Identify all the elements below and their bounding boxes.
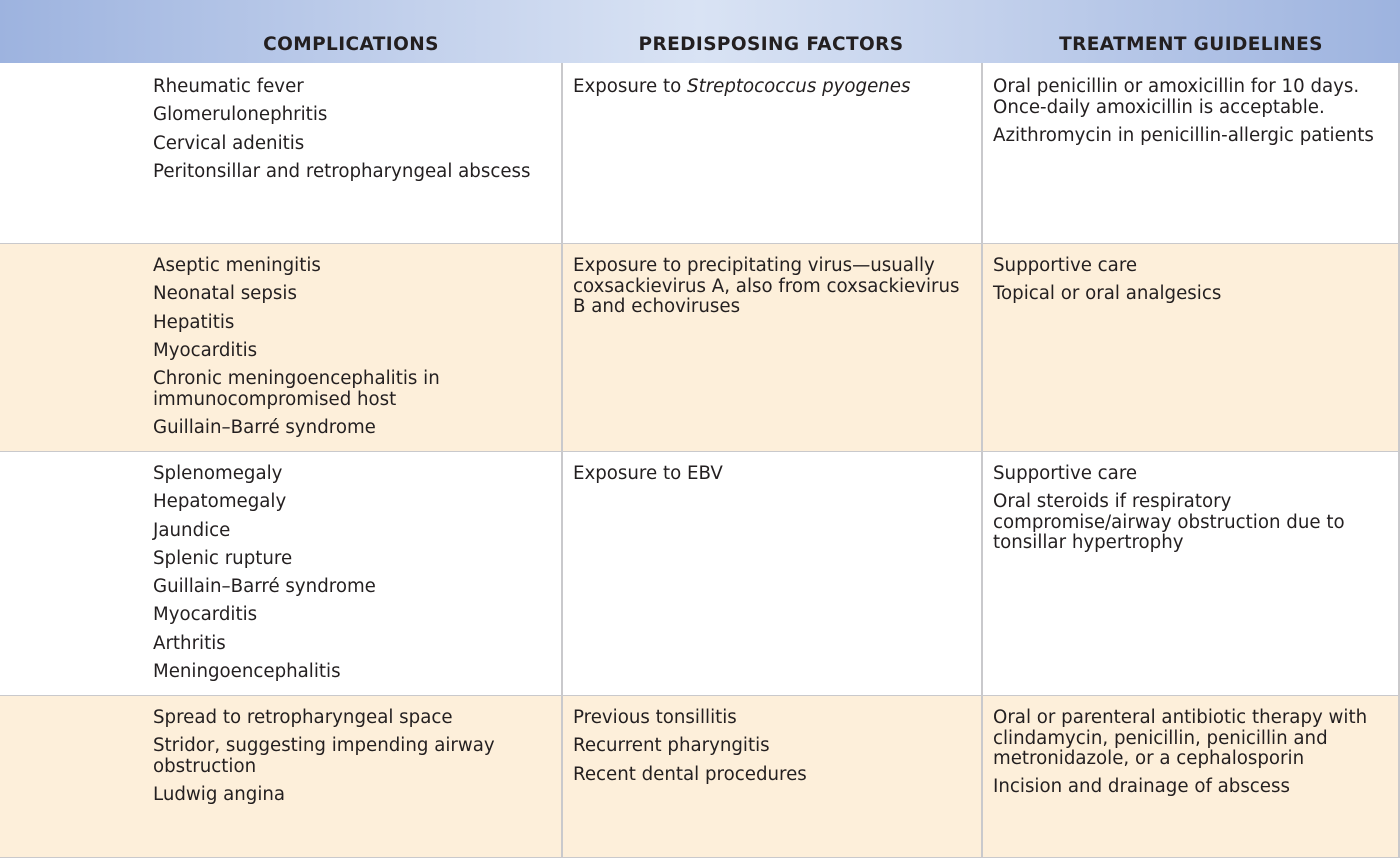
predisposing-cell	[573, 256, 968, 325]
table-row	[0, 244, 1400, 452]
list-item: Glomerulonephritis	[153, 104, 328, 126]
list-item: Jaundice	[153, 519, 231, 541]
list-item: Supportive care	[993, 255, 1138, 276]
table-row	[0, 452, 1400, 696]
list-item: Supportive care	[993, 463, 1138, 484]
list-item: Stridor, suggesting impending airway obstruction	[153, 735, 495, 777]
list-item: Myocarditis	[153, 604, 258, 626]
list-item: Aseptic meningitis	[153, 255, 321, 276]
list-item: Neonatal sepsis	[153, 283, 297, 305]
list-item: Topical or oral analgesics	[993, 283, 1222, 305]
predisposing-cell	[573, 77, 968, 105]
list-item: Splenomegaly	[153, 463, 283, 484]
predisposing-cell	[573, 708, 968, 793]
treatment-cell	[993, 708, 1393, 806]
list-item: Chronic meningoencephalitis in immunocompromised host	[153, 368, 440, 410]
list-item: Guillain–Barré syndrome	[153, 416, 376, 438]
list-item: Rheumatic fever	[153, 76, 304, 97]
treatment-cell	[993, 256, 1393, 313]
list-item: Oral steroids if respiratory compromise/airway obstruction due to tonsillar hypertrophy	[993, 491, 1345, 554]
header-treatment-guidelines: TREATMENT GUIDELINES	[1059, 34, 1323, 55]
list-item: Previous tonsillitis	[573, 707, 737, 728]
header-complications: COMPLICATIONS	[263, 34, 439, 55]
complications-cell	[153, 464, 548, 690]
organism-name: Streptococcus pyogenes	[687, 76, 911, 97]
predisposing-text: Exposure to	[573, 76, 688, 97]
list-item: Splenic rupture	[153, 547, 293, 569]
treatment-cell	[993, 464, 1393, 562]
list-item: Recurrent pharyngitis	[573, 735, 770, 757]
list-item: Oral penicillin or amoxicillin for 10 days. Once-daily amoxicillin is acceptable.	[993, 76, 1360, 118]
list-item: Oral or parenteral antibiotic therapy with clindamycin, penicillin, penicillin and metronidazole, or a cephalosporin	[993, 707, 1368, 769]
list-item: Exposure to precipitating virus—usually coxsackievirus A, also from coxsackievirus B and echoviruses	[573, 255, 960, 317]
list-item: Peritonsillar and retropharyngeal abscess	[153, 160, 531, 182]
list-item: Spread to retropharyngeal space	[153, 707, 453, 728]
table-row	[0, 63, 1400, 244]
list-item: Azithromycin in penicillin-allergic patients	[993, 124, 1374, 146]
header-predisposing-factors: PREDISPOSING FACTORS	[638, 34, 904, 55]
list-item: Exposure to EBV	[573, 463, 723, 484]
list-item: Guillain–Barré syndrome	[153, 576, 376, 598]
predisposing-cell	[573, 464, 968, 492]
column-divider	[561, 63, 563, 858]
list-item: Myocarditis	[153, 339, 258, 361]
table-row	[0, 696, 1400, 858]
complications-cell	[153, 708, 548, 813]
complications-cell	[153, 77, 548, 190]
list-item: Hepatitis	[153, 311, 235, 333]
treatment-cell	[993, 77, 1393, 154]
list-item: Recent dental procedures	[573, 763, 807, 785]
list-item: Incision and drainage of abscess	[993, 776, 1290, 798]
list-item: Meningoencephalitis	[153, 661, 341, 683]
list-item: Ludwig angina	[153, 784, 286, 806]
list-item: Cervical adenitis	[153, 132, 305, 154]
list-item: Hepatomegaly	[153, 491, 287, 513]
list-item: Arthritis	[153, 632, 226, 654]
table-header	[0, 0, 1400, 64]
list-item	[573, 77, 968, 98]
column-divider	[1398, 63, 1400, 858]
column-divider	[981, 63, 983, 858]
complications-cell	[153, 256, 548, 446]
